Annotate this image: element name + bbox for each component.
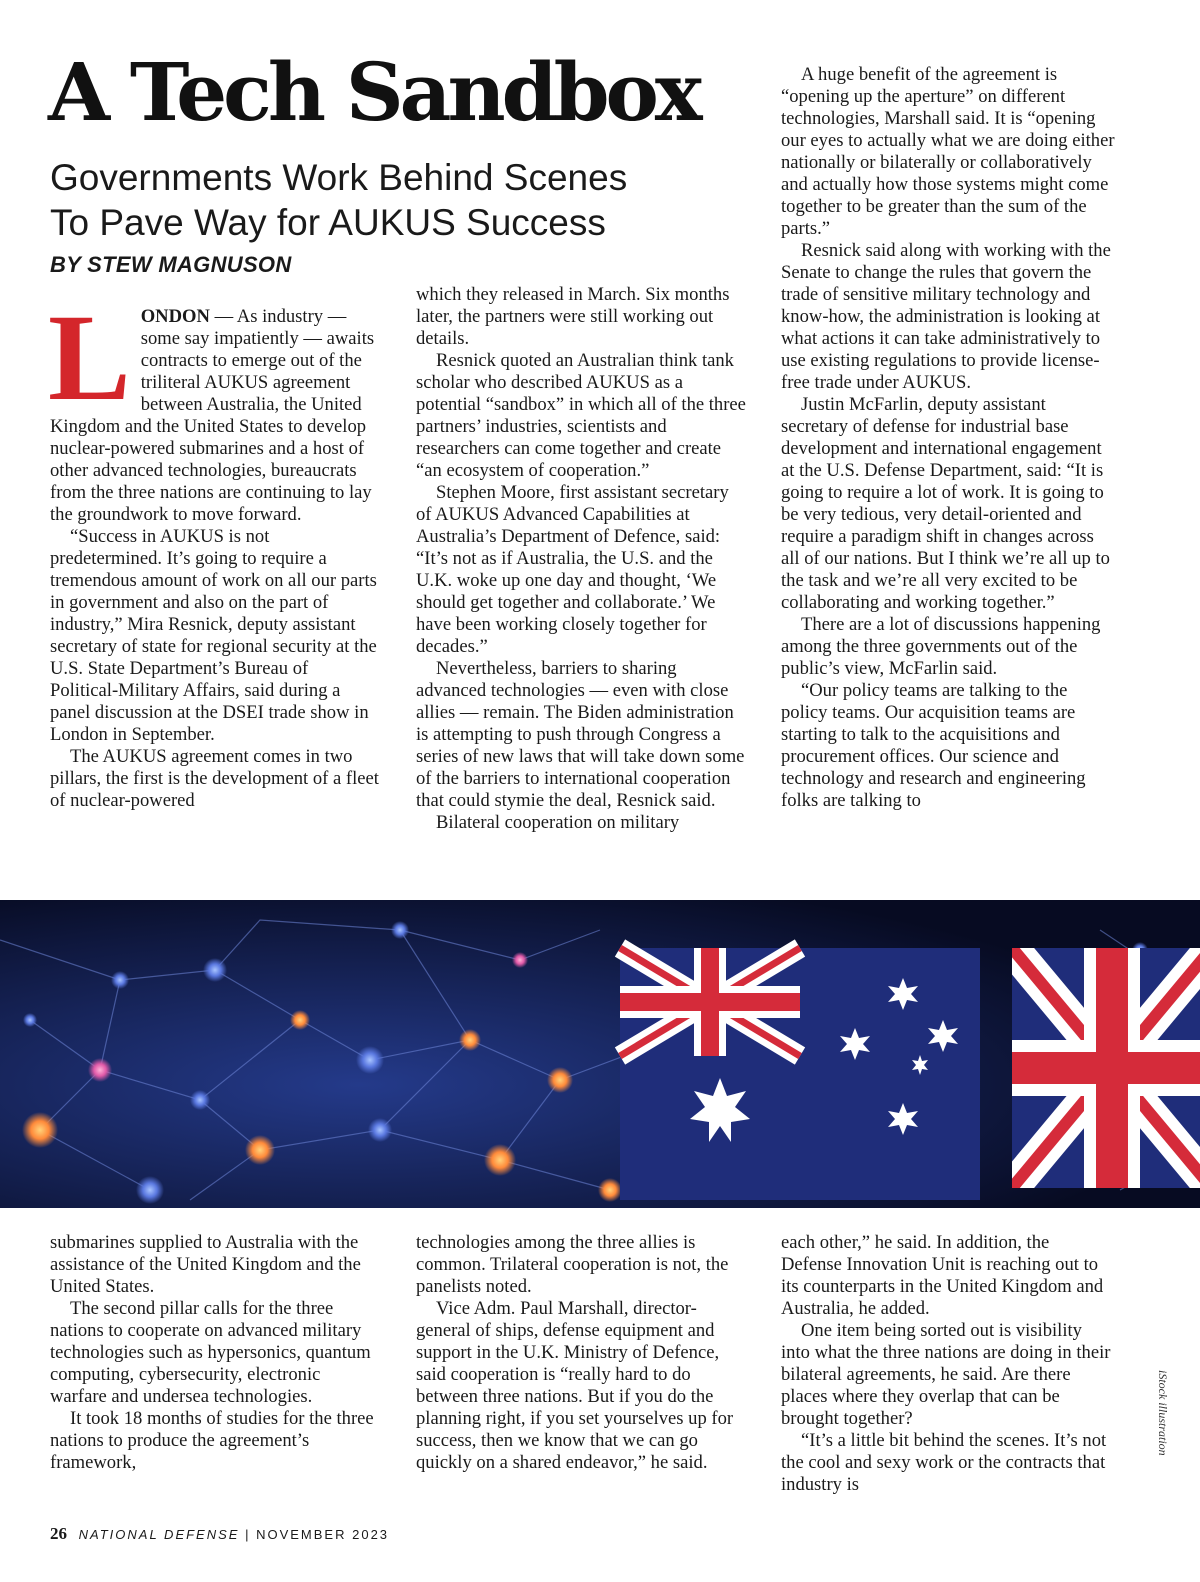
australia-flag-icon <box>620 948 980 1200</box>
byline: BY STEW MAGNUSON <box>50 252 292 277</box>
subtitle-line-2: To Pave Way for AUKUS Success <box>50 202 606 243</box>
paragraph-text: — As industry — some say impatiently — awaits contracts to emerge out of the triliteral AUKUS agreement between Australia, the United Kingdom and the United States to develop nuclear-powered submarines and a host of other advanced technologies, bureaucrats from the three nations are continuing to lay the groundwork to move forward. <box>50 306 375 525</box>
image-credit: iStock illustration <box>1156 1370 1170 1456</box>
paragraph: “It’s a little bit behind the scenes. It’s not the cool and sexy work or the contracts that industry is <box>781 1430 1107 1495</box>
paragraph: Resnick quoted an Australian think tank scholar who described AUKUS as a potential “sandbox” in which all of the three partners’ industries, scientists and researchers can come together and create “an ecosystem of cooperation.” <box>416 350 746 481</box>
paragraph: Resnick said along with working with the Senate to change the rules that govern the trade of sensitive military technology and know-how, the administration is looking at what actions it can take administratively to use existing regulations to provide license-free trade under AUKUS. <box>781 240 1111 393</box>
issue-date: NOVEMBER 2023 <box>256 1527 390 1542</box>
headline: A Tech Sandbox <box>48 45 699 139</box>
paragraph: “Our policy teams are talking to the policy teams. Our acquisition teams are starting to talk to the acquisitions and procurement offices. Our science and technology and research and engineering folks are talking to <box>781 680 1086 811</box>
article-column-2-bottom <box>416 1232 746 1474</box>
drop-cap: L <box>48 289 131 426</box>
paragraph: submarines supplied to Australia with the assistance of the United Kingdom and the United States. <box>50 1232 361 1297</box>
paragraph: Stephen Moore, first assistant secretary of AUKUS Advanced Capabilities at Australia’s Department of Defence, said: “It’s not as if Australia, the U.S. and the U.K. woke up one day and thought, ‘We should get together and collaborate.’ We have been working closely together for decades.” <box>416 482 729 657</box>
subtitle <box>50 155 750 245</box>
paragraph: Nevertheless, barriers to sharing advanced technologies — even with close allies — remain. The Biden administration is attempting to push through Congress a series of new laws that will take down some of the barriers to international cooperation that could stymie the deal, Resnick said. <box>416 658 745 811</box>
paragraph: A huge benefit of the agreement is “opening up the aperture” on different technologies, Marshall said. It is “opening our eyes to actually what we are doing either nationally or bilaterally or collaboratively and actually how those systems might come together to be greater than the sum of the parts.” <box>781 64 1115 239</box>
network-nodes-graphic <box>0 900 1200 1208</box>
subtitle-line-1: Governments Work Behind Scenes <box>50 157 628 198</box>
article-column-3-bottom <box>781 1232 1111 1496</box>
paragraph: Vice Adm. Paul Marshall, director-general of ships, defense equipment and support in the U.K. Ministry of Defence, said cooperation is “really hard to do between three nations. But if you do the planning right, if you set yourselves up for success, then we know that we can go quickly on a shared endeavor,” he said. <box>416 1298 734 1473</box>
union-jack-icon <box>1012 948 1200 1188</box>
paragraph: Bilateral cooperation on military <box>436 812 680 833</box>
paragraph: The AUKUS agreement comes in two pillars, the first is the development of a fleet of nuclear-powered <box>50 746 379 811</box>
paragraph: There are a lot of discussions happening among the three governments out of the public’s view, McFarlin said. <box>781 614 1101 679</box>
paragraph: It took 18 months of studies for the three nations to produce the agreement’s framework, <box>50 1408 374 1473</box>
footer-separator: | <box>245 1527 251 1542</box>
paragraph: The second pillar calls for the three nations to cooperate on advanced military technologies such as hypersonics, quantum computing, cybersecurity, electronic warfare and undersea technologies. <box>50 1298 371 1407</box>
page-number: 26 <box>50 1524 67 1543</box>
paragraph: which they released in March. Six months later, the partners were still working out details. <box>416 284 730 349</box>
flags-illustration <box>0 900 1200 1208</box>
article-column-2-top <box>416 284 746 834</box>
article-column-1-top <box>48 289 380 812</box>
article-column-1-bottom <box>50 1232 380 1474</box>
page-footer <box>50 1524 389 1544</box>
paragraph: Justin McFarlin, deputy assistant secretary of defense for industrial base development and international engagement at the U.S. Defense Department, said: “It is going to require a lot of work. It is going to be very tedious, very detail-oriented and require a paradigm shift in changes across all of our nations. But I think we’re all up to the task and we’re all very excited to be collaborating and working together.” <box>781 394 1110 613</box>
dateline: ONDON <box>140 306 210 327</box>
magazine-name: NATIONAL DEFENSE <box>78 1527 240 1542</box>
paragraph: technologies among the three allies is common. Trilateral cooperation is not, the panelists noted. <box>416 1232 729 1297</box>
paragraph: “Success in AUKUS is not predetermined. It’s going to require a tremendous amount of work on all our parts in government and also on the part of industry,” Mira Resnick, deputy assistant secretary of state for regional security at the U.S. State Department’s Bureau of Political-Military Affairs, said during a panel discussion at the DSEI trade show in London in September. <box>50 526 377 745</box>
paragraph: each other,” he said. In addition, the Defense Innovation Unit is reaching out to its counterparts in the United Kingdom and Australia, he added. <box>781 1232 1104 1319</box>
article-column-3-top <box>781 64 1115 812</box>
paragraph: One item being sorted out is visibility into what the three nations are doing in their bilateral agreements, he said. Are there places where they overlap that can be brought together? <box>781 1320 1111 1429</box>
